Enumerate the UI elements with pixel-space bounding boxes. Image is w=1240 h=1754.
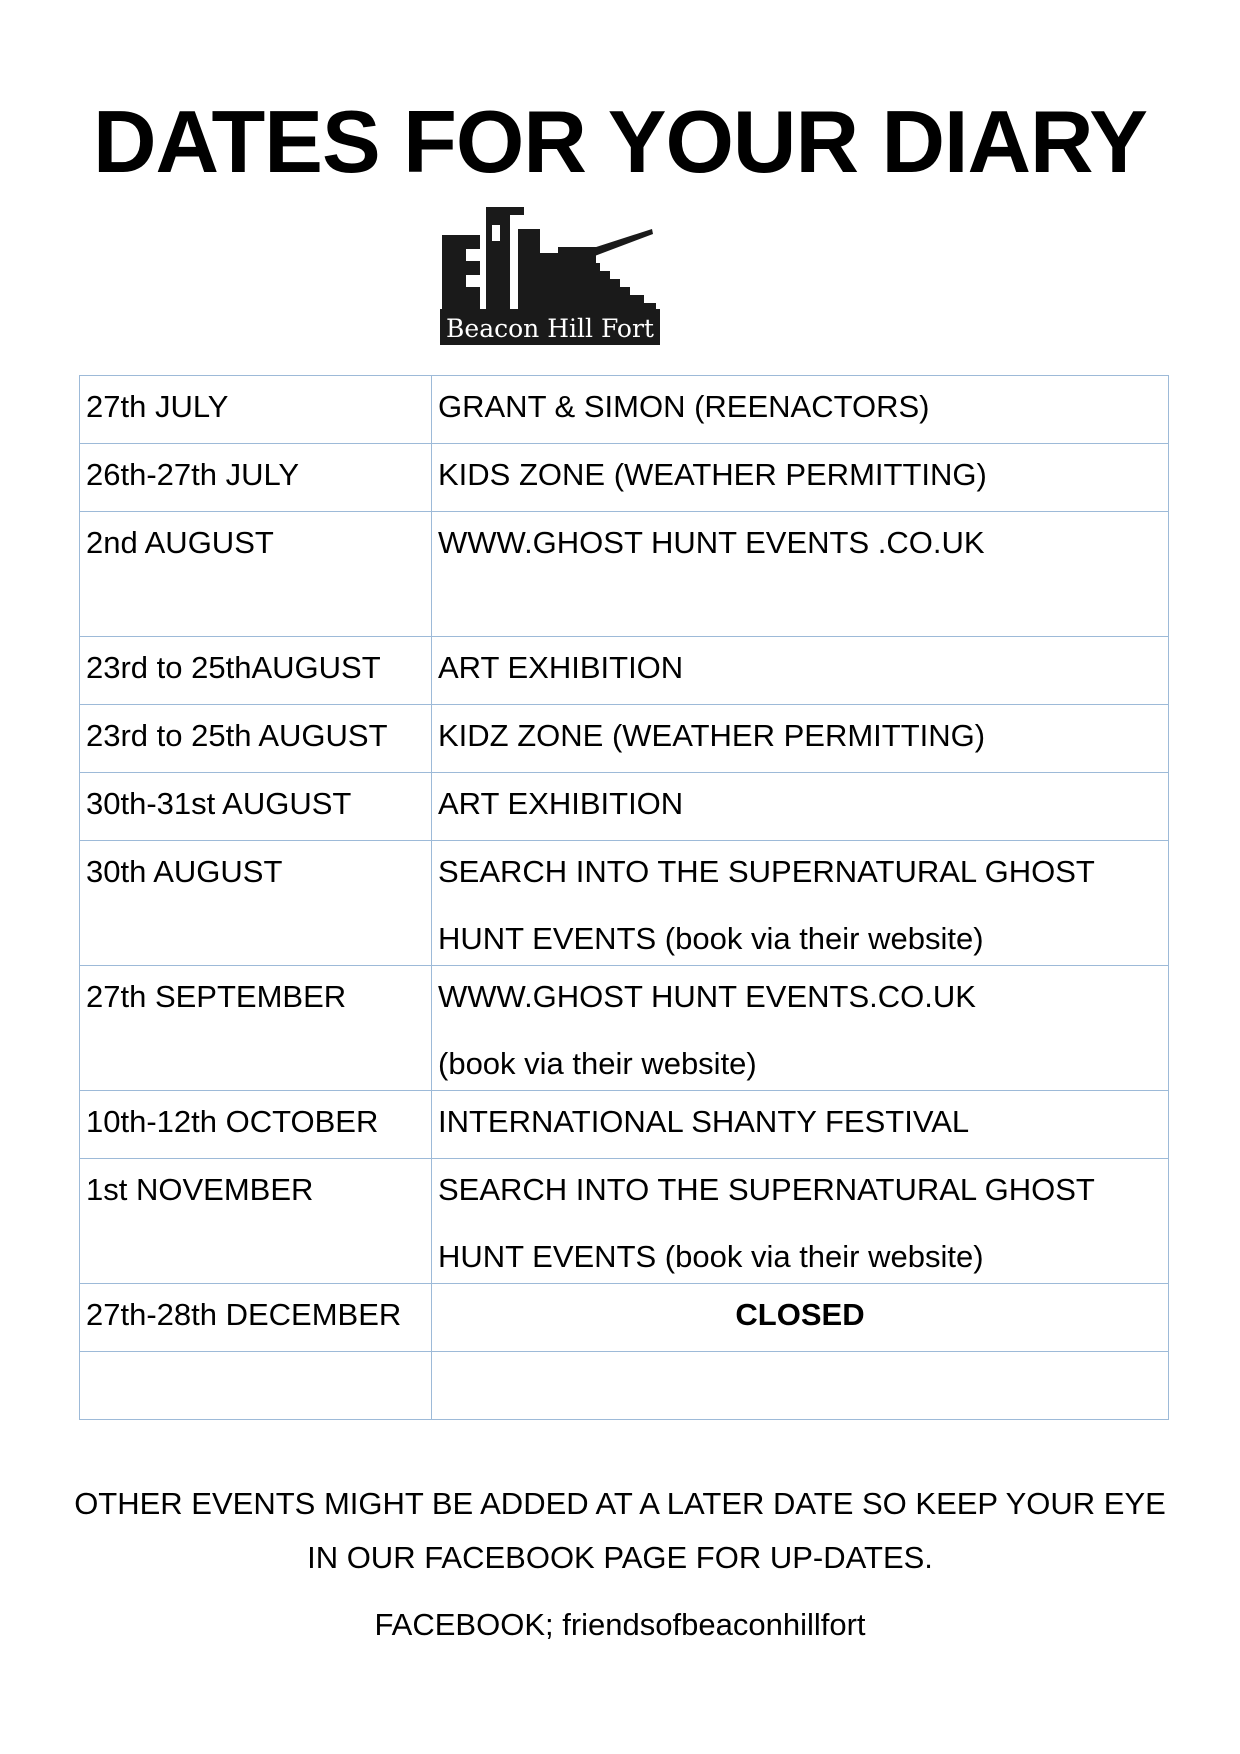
event-description-line: WWW.GHOST HUNT EVENTS .CO.UK bbox=[438, 525, 985, 560]
logo-text: Beacon Hill Fort bbox=[446, 314, 654, 343]
event-date: 23rd to 25thAUGUST bbox=[80, 637, 432, 705]
event-description bbox=[432, 637, 1169, 705]
event-row bbox=[80, 966, 1169, 1091]
event-description-line: KIDZ ZONE (WEATHER PERMITTING) bbox=[438, 718, 986, 753]
event-date: 26th-27th JULY bbox=[80, 444, 432, 512]
event-description-line: SEARCH INTO THE SUPERNATURAL GHOST bbox=[438, 1172, 1095, 1207]
event-description bbox=[432, 705, 1169, 773]
event-row bbox=[80, 1284, 1169, 1352]
event-description-line: INTERNATIONAL SHANTY FESTIVAL bbox=[438, 1104, 970, 1139]
event-description bbox=[432, 1284, 1169, 1352]
event-description-line: KIDS ZONE (WEATHER PERMITTING) bbox=[438, 457, 987, 492]
event-description-line: HUNT EVENTS (book via their website) bbox=[438, 1239, 984, 1274]
event-date: 30th-31st AUGUST bbox=[80, 773, 432, 841]
event-date: 30th AUGUST bbox=[80, 841, 432, 966]
event-date: 27th JULY bbox=[80, 376, 432, 444]
event-date: 27th SEPTEMBER bbox=[80, 966, 432, 1091]
event-date: 23rd to 25th AUGUST bbox=[80, 705, 432, 773]
event-description-line: HUNT EVENTS (book via their website) bbox=[438, 921, 984, 956]
event-description bbox=[432, 773, 1169, 841]
page-title: DATES FOR YOUR DIARY bbox=[92, 92, 1147, 191]
event-description-line: ART EXHIBITION bbox=[438, 650, 684, 685]
event-row bbox=[80, 1352, 1169, 1420]
event-description-line: GRANT & SIMON (REENACTORS) bbox=[438, 389, 930, 424]
event-row bbox=[80, 705, 1169, 773]
event-row bbox=[80, 444, 1169, 512]
event-description bbox=[432, 376, 1169, 444]
event-row bbox=[80, 376, 1169, 444]
footer-note-line-2: IN OUR FACEBOOK PAGE FOR UP-DATES. bbox=[307, 1540, 933, 1575]
event-description bbox=[432, 1159, 1169, 1284]
event-description-line: (book via their website) bbox=[438, 1046, 757, 1081]
footer-note-line-1: OTHER EVENTS MIGHT BE ADDED AT A LATER DATE SO KEEP YOUR EYE bbox=[74, 1486, 1166, 1521]
event-description-line: CLOSED bbox=[735, 1297, 865, 1332]
event-row bbox=[80, 512, 1169, 637]
event-description bbox=[432, 444, 1169, 512]
event-row bbox=[80, 1091, 1169, 1159]
event-description bbox=[432, 512, 1169, 637]
event-date bbox=[80, 1352, 432, 1420]
event-date: 2nd AUGUST bbox=[80, 512, 432, 637]
facebook-line: FACEBOOK; friendsofbeaconhillfort bbox=[374, 1607, 866, 1642]
event-description-line: ART EXHIBITION bbox=[438, 786, 684, 821]
event-row bbox=[80, 637, 1169, 705]
event-date: 27th-28th DECEMBER bbox=[80, 1284, 432, 1352]
event-row bbox=[80, 841, 1169, 966]
event-description-line bbox=[438, 1363, 1162, 1403]
event-description-line: WWW.GHOST HUNT EVENTS.CO.UK bbox=[438, 979, 976, 1014]
event-date: 1st NOVEMBER bbox=[80, 1159, 432, 1284]
event-description-line: SEARCH INTO THE SUPERNATURAL GHOST bbox=[438, 854, 1095, 889]
event-description bbox=[432, 966, 1169, 1091]
event-row bbox=[80, 1159, 1169, 1284]
event-description bbox=[432, 841, 1169, 966]
beacon-hill-fort-logo bbox=[440, 205, 660, 345]
event-description-line bbox=[438, 590, 1162, 630]
event-date: 10th-12th OCTOBER bbox=[80, 1091, 432, 1159]
event-description bbox=[432, 1352, 1169, 1420]
events-table bbox=[79, 375, 1169, 1420]
event-description bbox=[432, 1091, 1169, 1159]
event-row bbox=[80, 773, 1169, 841]
